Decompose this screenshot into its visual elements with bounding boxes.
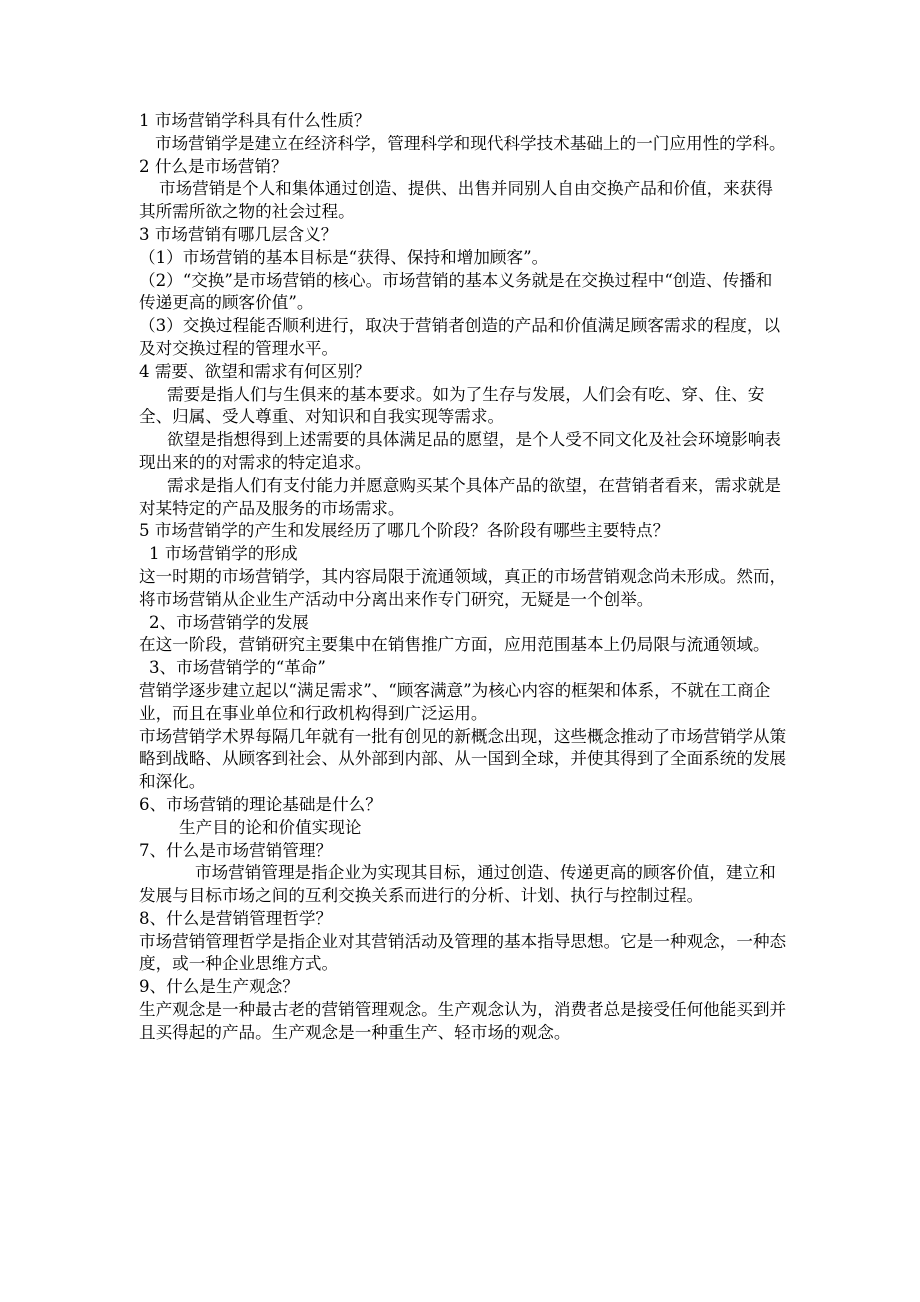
answer-3-item-3: （3）交换过程能否顺利进行，取决于营销者创造的产品和价值满足顾客需求的程度，以及对交换过程的管理水平。 [139, 316, 781, 358]
stage-1-text: 这一时期的市场营销学，其内容局限于流通领域，真正的市场营销观念尚未形成。然而，将市场营销从企业生产活动中分离出来作专门研究，无疑是一个创举。 [139, 566, 787, 609]
answer-2: 市场营销是个人和集体通过创造、提供、出售并同别人自由交换产品和价值，来获得其所需所欲之物的社会过程。 [139, 179, 773, 222]
answer-4-need: 需要是指人们与生俱来的基本要求。如为了生存与发展，人们会有吃、穿、住、安全、归属、受人尊重、对知识和自我实现等需求。 [139, 384, 765, 427]
question-9: 9、什么是生产观念？ [139, 977, 299, 997]
question-5: 5 市场营销学的产生和发展经历了哪几个阶段？各阶段有哪些主要特点？ [139, 521, 670, 541]
answer-4-demand: 需求是指人们有支付能力并愿意购买某个具体产品的欲望，在营销者看来，需求就是对某特定的产品及服务的市场需求。 [139, 475, 781, 518]
question-1: 1 市场营销学科具有什么性质？ [139, 111, 371, 130]
stage-1-heading: 1 市场营销学的形成 [149, 544, 298, 564]
stage-3-heading: 3、市场营销学的“革命” [149, 658, 326, 678]
stage-3-text-2: 市场营销学术界每隔几年就有一批有创见的新概念出现，这些概念推动了市场营销学从策略到战略、从顾客到社会、从外部到内部、从一国到全球，并使其得到了全面系统的发展和深化。 [139, 726, 787, 792]
answer-8: 市场营销管理哲学是指企业对其营销活动及管理的基本指导思想。它是一种观念，一种态度，或一种企业思维方式。 [139, 931, 787, 974]
stage-2-heading: 2、市场营销学的发展 [149, 612, 309, 632]
document-body [139, 110, 787, 1045]
question-4: 4 需要、欲望和需求有何区别？ [139, 361, 371, 381]
answer-7: 市场营销管理是指企业为实现其目标，通过创造、传递更高的顾客价值，建立和发展与目标市场之间的互利交换关系而进行的分析、计划、执行与控制过程。 [139, 863, 776, 906]
answer-3-item-1: （1）市场营销的基本目标是“获得、保持和增加顾客”。 [139, 247, 549, 267]
answer-6: 生产目的论和价值实现论 [179, 817, 362, 837]
answer-9: 生产观念是一种最古老的营销管理观念。生产观念认为，消费者总是接受任何他能买到并且买得起的产品。生产观念是一种重生产、轻市场的观念。 [139, 1000, 787, 1042]
answer-4-want: 欲望是指想得到上述需要的具体满足品的愿望，是个人受不同文化及社会环境影响表现出来的的对需求的特定追求。 [139, 430, 781, 472]
question-7: 7、什么是市场营销管理？ [139, 840, 333, 860]
question-6: 6、市场营销的理论基础是什么？ [139, 794, 382, 814]
answer-1: 市场营销学是建立在经济科学，管理科学和现代科学技术基础上的一门应用性的学科。 [155, 133, 786, 153]
stage-3-text: 营销学逐步建立起以“满足需求”、“顾客满意”为核心内容的框架和体系，不就在工商企业，而且在事业单位和行政机构得到广泛运用。 [139, 680, 771, 723]
answer-3-item-2: （2）“交换”是市场营销的核心。市场营销的基本义务就是在交换过程中“创造、传播和传递更高的顾客价值”。 [139, 270, 773, 313]
question-3: 3 市场营销有哪几层含义？ [139, 224, 338, 244]
question-2: 2 什么是市场营销？ [139, 156, 288, 176]
question-8: 8、什么是营销管理哲学？ [139, 908, 333, 928]
stage-2-text: 在这一阶段，营销研究主要集中在销售推广方面，应用范围基本上仍局限与流通领域。 [139, 635, 770, 655]
